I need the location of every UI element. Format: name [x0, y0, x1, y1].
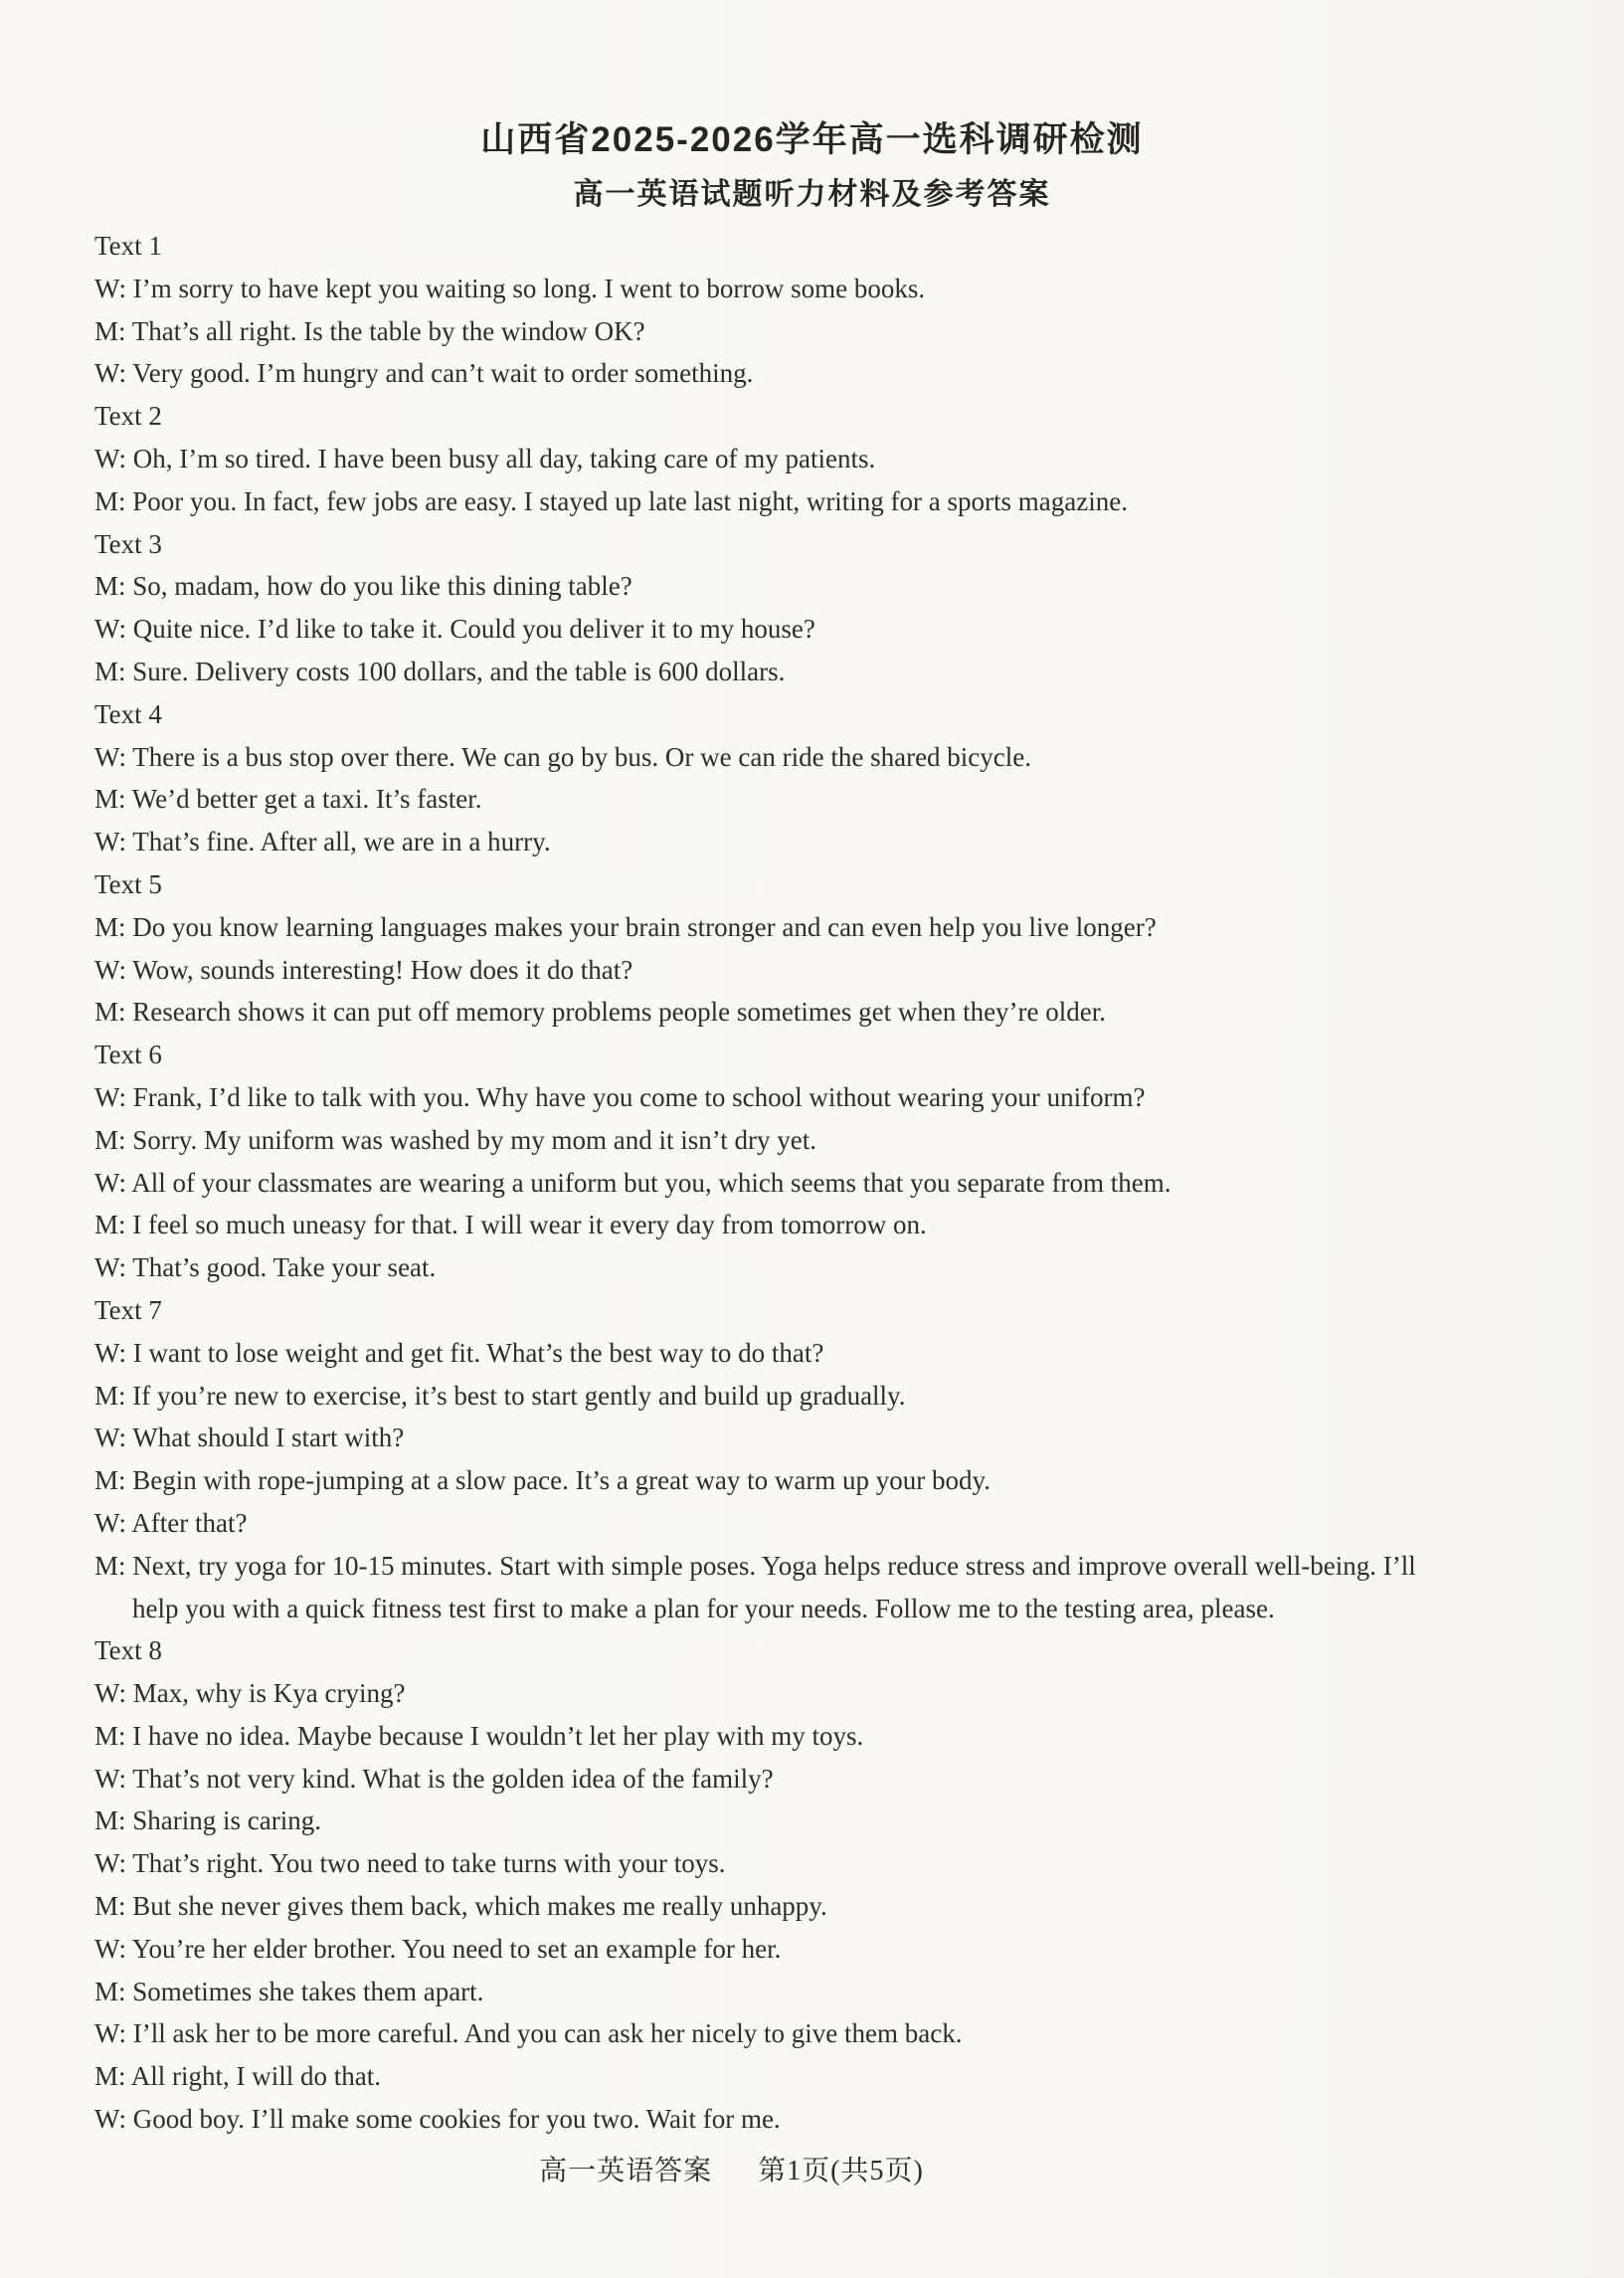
dialogue-line: W: All of your classmates are wearing a uniform but you, which seems that you separate from them. — [94, 1167, 1172, 1198]
dialogue-line: W: Frank, I’d like to talk with you. Why have you come to school without wearing your uniform? — [94, 1081, 1146, 1112]
section-heading: Text 4 — [94, 698, 162, 729]
dialogue-line: W: I want to lose weight and get fit. What’s the best way to do that? — [94, 1337, 824, 1368]
section-heading: Text 6 — [94, 1040, 162, 1070]
dialogue-line: W: That’s good. Take your seat. — [94, 1252, 437, 1283]
section-heading: Text 5 — [94, 868, 162, 899]
dialogue-line: W: There is a bus stop over there. We can go by bus. Or we can ride the shared bicycle. — [94, 741, 1032, 772]
dialogue-line: W: Wow, sounds interesting! How does it do that? — [94, 954, 633, 985]
dialogue-line: M: Poor you. In fact, few jobs are easy. I stayed up late last night, writing for a sports magazine. — [94, 485, 1128, 516]
dialogue-line: W: Very good. I’m hungry and can’t wait to order something. — [94, 358, 754, 389]
section-heading: Text 3 — [94, 528, 162, 559]
page-header — [0, 117, 1624, 214]
section-heading: Text 8 — [94, 1635, 162, 1666]
footer-page-number: 第1页(共5页) — [758, 2156, 924, 2186]
dialogue-line: M: I feel so much uneasy for that. I will wear it every day from tomorrow on. — [94, 1210, 927, 1240]
page-title: 山西省2025-2026学年高一选科调研检测 — [480, 120, 1144, 159]
dialogue-line: M: Next, try yoga for 10-15 minutes. Start with simple poses. Yoga helps reduce stress and improve overall well-being. I’ll — [94, 1550, 1416, 1581]
dialogue-line: M: We’d better get a taxi. It’s faster. — [94, 784, 482, 815]
dialogue-line: M: If you’re new to exercise, it’s best to start gently and build up gradually. — [94, 1380, 906, 1411]
footer-doc-label: 高一英语答案 — [539, 2156, 713, 2186]
dialogue-line: W: You’re her elder brother. You need to set an example for her. — [94, 1933, 782, 1964]
section-heading: Text 1 — [94, 231, 162, 261]
dialogue-line: M: So, madam, how do you like this dining table? — [94, 571, 632, 602]
dialogue-line: W: That’s right. You two need to take turns with your toys. — [94, 1848, 726, 1879]
dialogue-line: W: Max, why is Kya crying? — [94, 1678, 406, 1709]
dialogue-line: M: Do you know learning languages makes your brain stronger and can even help you live longer? — [94, 911, 1157, 942]
dialogue-line: M: Research shows it can put off memory problems people sometimes get when they’re older. — [94, 997, 1107, 1028]
dialogue-line: M: That’s all right. Is the table by the window OK? — [94, 315, 645, 346]
dialogue-line: M: Sorry. My uniform was washed by my mom and it isn’t dry yet. — [94, 1124, 816, 1155]
dialogue-line: M: But she never gives them back, which makes me really unhappy. — [94, 1891, 827, 1922]
dialogue-line: W: That’s fine. After all, we are in a hurry. — [94, 827, 551, 857]
dialogue-line: M: Sometimes she takes them apart. — [94, 1976, 484, 2006]
dialogue-line: W: Quite nice. I’d like to take it. Could you deliver it to my house? — [94, 614, 815, 645]
section-heading: Text 2 — [94, 401, 162, 432]
dialogue-line: M: Sharing is caring. — [94, 1805, 321, 1836]
dialogue-line: M: I have no idea. Maybe because I wouldn’t let her play with my toys. — [94, 1720, 864, 1751]
listening-transcript — [94, 225, 1564, 2141]
dialogue-line: W: Oh, I’m so tired. I have been busy all day, taking care of my patients. — [94, 443, 876, 474]
dialogue-line: M: All right, I will do that. — [94, 2061, 381, 2092]
page-subtitle: 高一英语试题听力材料及参考答案 — [573, 177, 1051, 211]
dialogue-line: W: Good boy. I’ll make some cookies for you two. Wait for me. — [94, 2104, 781, 2135]
section-heading: Text 7 — [94, 1294, 162, 1325]
dialogue-line-continuation: help you with a quick fitness test first to make a plan for your needs. Follow me to the testing area, please. — [132, 1593, 1275, 1623]
dialogue-line: M: Begin with rope-jumping at a slow pace. It’s a great way to warm up your body. — [94, 1465, 992, 1496]
dialogue-line: M: Sure. Delivery costs 100 dollars, and the table is 600 dollars. — [94, 656, 786, 686]
dialogue-line: W: What should I start with? — [94, 1423, 405, 1453]
dialogue-line: W: I’m sorry to have kept you waiting so long. I went to borrow some books. — [94, 273, 926, 303]
page-footer — [0, 2149, 1543, 2188]
dialogue-line: W: After that? — [94, 1507, 248, 1538]
dialogue-line: W: I’ll ask her to be more careful. And you can ask her nicely to give them back. — [94, 2018, 963, 2049]
dialogue-line: W: That’s not very kind. What is the golden idea of the family? — [94, 1763, 774, 1794]
